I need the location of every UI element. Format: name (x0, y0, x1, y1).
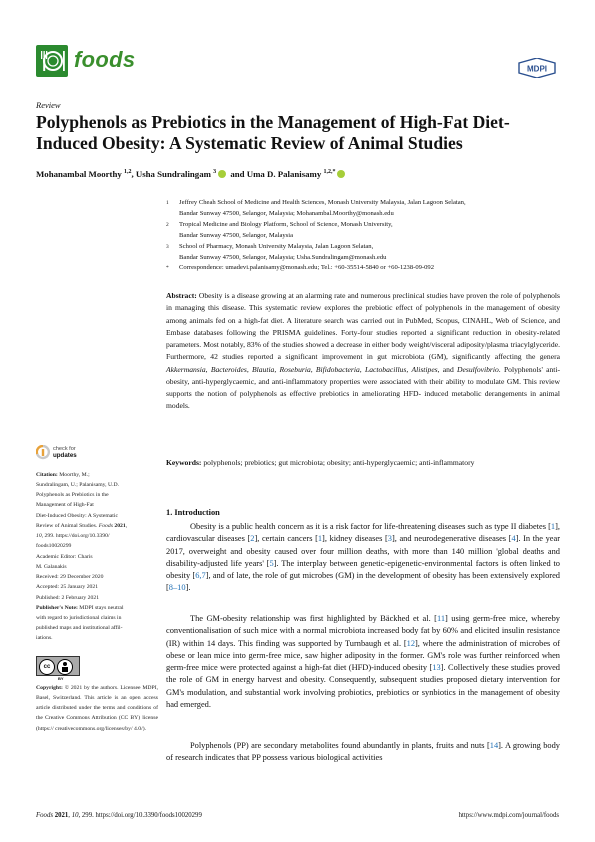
mdpi-logo-icon (517, 58, 557, 78)
affiliation-line: Jeffrey Cheah School of Medicine and Health Sciences, Monash University Malaysia, Jalan Lagoon Selatan, (179, 199, 466, 206)
fork-plate-icon (36, 45, 68, 77)
footer-journal-url[interactable]: https://www.mdpi.com/journal/foods (458, 812, 559, 819)
author-affiliation-marker: 1,2 (123, 169, 132, 176)
copyright-line: 4.0/). (134, 725, 147, 732)
affiliation-number: * (166, 265, 169, 271)
body-paragraph: Polyphenols (PP) are secondary metabolites found abundantly in plants, fruits and nuts [14]. A growing body of research indicates that PP possess various biological activities (166, 741, 560, 763)
abstract-line: induced metabolic derangements in animal models. (166, 389, 560, 411)
check-updates-line1: check for (53, 446, 76, 452)
date-line: Academic Editor: Charis (36, 554, 93, 560)
copyright-line: Licensee MDPI, Basel, Switzerland. (36, 685, 159, 702)
body-paragraph: The GM-obesity relationship was first highlighted by Bäckhed et al. [11] using germ-free mice, whereby conventionalisation of such mice with a normal microbiota increased body fat by 60% and elicited insulin resistance (IR) within 14 days. This finding was supported by Turnbaugh et al. [12], where the administration of microbes of obese or lean mice into germ-free mice, saw higher adiposity in the former. GM's role was further reinforced when germ-free mice were protected against a high-fat diet (HFD)-induced obesity [13]. Collectively these studies proved the role of GM in energy harvest and obesity. Consequently, subsequent studies proposed dietary intervention for GM's modulation, and substantial work involving probiotics, prebiotics or synbiotics in the management of obesity had emerged. (166, 614, 561, 709)
copyright-line: Attribution (CC BY) license (https:// (36, 715, 159, 732)
affiliation-item (166, 263, 556, 274)
affiliation-number: 3 (166, 244, 169, 250)
publisher-name: MDPI (527, 64, 547, 74)
abstract-line: improvement in gut microbiota (GM), significantly affecting the genera Akkermansia, Bacteroides, (166, 352, 560, 374)
citation-line: foods10020299 (36, 543, 72, 550)
affiliation-number: 2 (166, 222, 169, 228)
citation-line: Moorthy, M.; (59, 472, 90, 478)
citation-line: Sundralingam, U.; Palanisamy, U.D. (36, 482, 120, 489)
abstract-line: prebiotic effect of polyphenols in the management of obesity among animals fed on a high-fat diet. (166, 303, 560, 325)
orcid-icon[interactable] (337, 170, 345, 178)
date-line: Accepted: 25 January 2021 (36, 584, 99, 591)
affiliation-item (166, 242, 556, 264)
copyright-block (36, 683, 158, 734)
body-paragraph: Obesity is a public health concern as it is a risk factor for life-threatening diseases such as type II diabetes [1], cardiovascular diseases [2], certain cancers [1], kidney diseases [3], and neurodegenerative diseases [4]. In the year 2017, overweight and obesity caused over four million deaths, with more than 140 million 'global deaths and disability-adjusted life years' [5]. The interplay between genetic-epigenetic-environmental factors is often linked to obesity [6,7], and of late, the role of gut microbes (GM) in the development of obesity has been extensively explored [8–10]. (166, 522, 560, 593)
affiliation-line: Bandar Sunway 47500, Selangor, Malaysia (179, 231, 294, 239)
affiliation-text (179, 198, 556, 220)
journal-logo (36, 45, 68, 77)
article-type: Review (36, 100, 61, 110)
check-for-updates-badge[interactable] (36, 445, 146, 461)
cc-icon: cc (39, 659, 55, 675)
publisher-note-line: MDPI stays neutral (79, 605, 124, 611)
citation-line: Diet-Induced Obesity: A Systematic (36, 512, 118, 519)
copyright-line: creativecommons.org/licenses/by/ (55, 725, 133, 732)
affiliation-text (179, 220, 556, 242)
keywords-text: polyphenols; prebiotics; gut microbiota; obesity; anti-hyperglycaemic; anti-inflammatory (203, 458, 475, 467)
orcid-icon[interactable] (218, 170, 226, 178)
by-person-icon (57, 659, 73, 675)
publisher-note-label: Publisher's Note: (36, 605, 80, 611)
author-name[interactable]: Mohanambal Moorthy (36, 169, 122, 179)
abstract-line: Blautia, Roseburia, Bifidobacteria, Lactobacillus, Alistipes, and Desulfovibrio. Polyphenols' anti-obesity, (166, 364, 561, 386)
copyright-line: distributed under the terms and (52, 705, 126, 712)
author-list: Mohanambal Moorthy $^{1,2}$, Usha Sundralingam $^3$ and Uma D. Palanisamy $^{1,2,*}$ (36, 169, 347, 179)
copyright-label: Copyright: (36, 685, 65, 691)
citation-line: Management of High-Fat (36, 502, 94, 509)
keywords (166, 458, 560, 467)
affiliation-number: 1 (166, 200, 169, 206)
publisher-logo (517, 58, 557, 78)
affiliation-line: Correspondence: umadevi.palanisamy@monash.edu; Tel.: +60-35514-5840 or +60-1238-09-092 (179, 264, 435, 271)
affiliation-line: Tropical Medicine and Biology Platform, School of Science, Monash University, (179, 221, 393, 228)
affiliation-line: School of Pharmacy, Monash University Malaysia, Jalan Lagoon Selatan, (179, 243, 374, 250)
copyright-line: This article is an open access article (36, 695, 158, 712)
author-name[interactable]: Usha Sundralingam (135, 169, 211, 179)
copyright-line: © 2021 by the authors. (64, 685, 119, 691)
affiliation-line: Bandar Sunway 47500, Selangor, Malaysia; Mohanambal.Moorthy@monash.edu (179, 209, 394, 217)
citation-line: Polyphenols as Prebiotics in the (36, 492, 109, 499)
abstract-label: Abstract: (166, 291, 199, 300)
publisher-note-line: with regard to jurisdictional claims in (36, 615, 122, 622)
abstract-line: A literature search was carried out in PubMed, Scopus, CINAHL, Web of Science, and Embase (166, 315, 560, 337)
by-label: BY (58, 676, 64, 681)
citation-line: 10, 299. https://doi.org/10.3390/ (36, 532, 110, 539)
abstract-line: databases following the PRISMA guidelines. Forty-four studies reported a significant reduction (193, 327, 502, 337)
cc-by-license-badge[interactable] (36, 656, 80, 676)
author-name[interactable]: Uma D. Palanisamy (246, 169, 322, 179)
author-affiliation-marker: 3 (213, 169, 217, 176)
copyright-line: conditions of the Creative Commons (36, 705, 159, 722)
journal-name: foods (74, 47, 136, 72)
citation-line: Review of Animal Studies. Foods 2021, (36, 522, 128, 529)
date-line: Published: 2 February 2021 (36, 594, 100, 601)
citation-block (36, 470, 158, 551)
date-line: M. Galanakis (36, 564, 67, 571)
abstract-line: weight/visceral adiposity/plasma triacylglyceride. Furthermore, 42 studies reported a significant (166, 340, 560, 362)
abstract-line: proven the role of polyphenols in managing this disease. This systematic review explores the (166, 291, 560, 313)
citation-label: Citation: (36, 472, 60, 478)
affiliation-item (166, 198, 556, 220)
section-heading-introduction: 1. Introduction (166, 508, 220, 517)
footer-citation: Foods 2021, 10, 299. https://doi.org/10.3390/foods10020299 (36, 812, 202, 819)
dates-block (36, 552, 158, 603)
publisher-note-line: published maps and institutional affil- (36, 625, 123, 632)
affiliation-text (179, 242, 556, 264)
check-updates-icon (36, 445, 50, 461)
affiliation-line: Bandar Sunway 47500, Selangor, Malaysia; Usha.Sundralingam@monash.edu (179, 253, 387, 261)
abstract-line: Obesity is a disease growing at an alarming rate and numerous preclinical studies have (198, 291, 465, 300)
abstract-line: GM. This review supports the notion of polyphenols as effective prebiotics in ameliorating HFD- (166, 376, 560, 398)
affiliation-item (166, 220, 556, 242)
publisher-note (36, 603, 158, 644)
abstract (166, 290, 560, 413)
page-title: Polyphenols as Prebiotics in the Management of High-Fat Diet-Induced Obesity: A Systematic Review of Animal Studies (36, 112, 510, 153)
date-line: Received: 29 December 2020 (36, 574, 104, 581)
abstract-line: in obesity-related parameters. Most notably, 83% of the studies showed a decrease in either body (166, 327, 560, 349)
author-affiliation-marker: 1,2,* (323, 169, 336, 176)
keywords-label: Keywords: (166, 458, 202, 467)
publisher-note-line: iations. (36, 635, 53, 642)
affiliation-text (179, 263, 556, 274)
check-updates-line2: updates (53, 451, 77, 459)
abstract-line: anti-hyperglycaemic, and anti-inflammatory properties were associated with their ability to modulate (191, 376, 505, 386)
